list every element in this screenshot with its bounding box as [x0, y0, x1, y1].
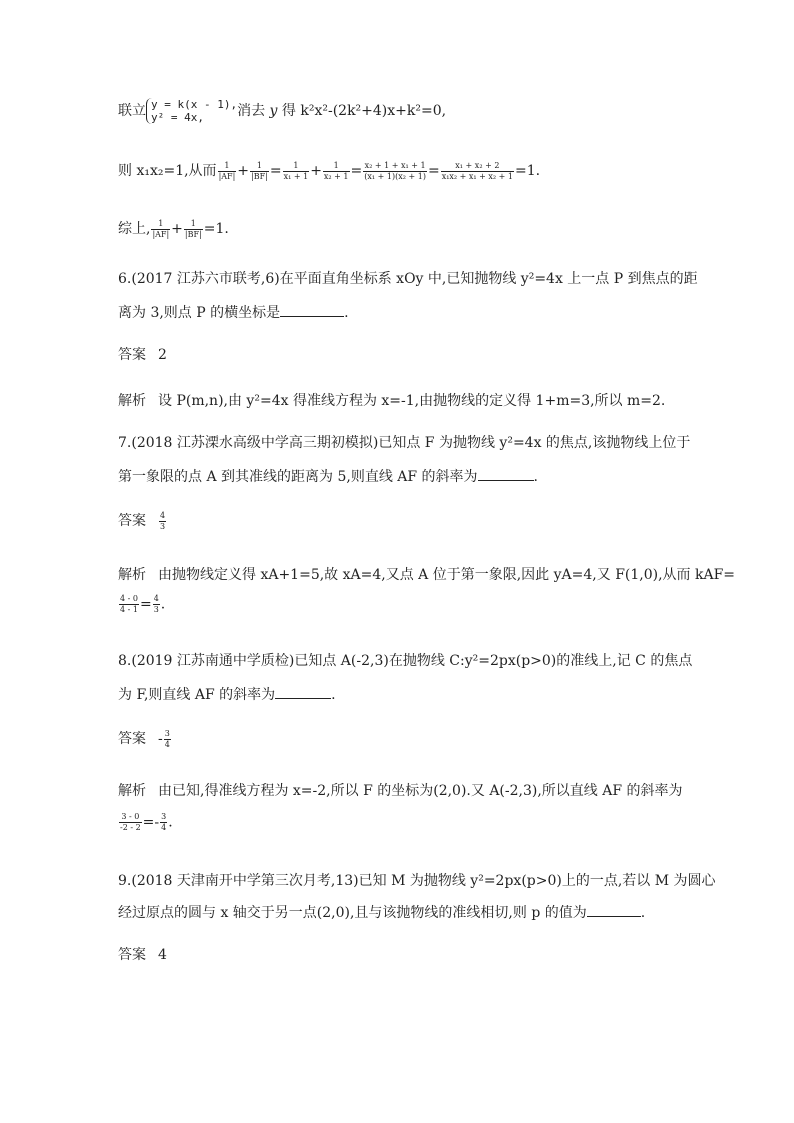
- answer-blank: [280, 304, 344, 317]
- fraction: [363, 161, 427, 182]
- sign: -: [158, 731, 163, 747]
- analysis-label: 解析: [118, 783, 146, 799]
- question-7-text: [118, 432, 690, 452]
- den: |BF|: [184, 229, 202, 239]
- system-row: y = k(x - 1),: [151, 98, 238, 111]
- question-8-analysis-2: [118, 812, 173, 833]
- text: 6.(2017 江苏六市联考,6)在平面直角坐标系 xOy 中,已知抛物线 y²=4x 上一点 P 到焦点的距: [118, 271, 698, 287]
- text: =-: [142, 814, 160, 831]
- text: =: [139, 596, 152, 613]
- question-6-text: [118, 268, 698, 288]
- question-9-answer: [118, 944, 167, 964]
- fraction: [119, 812, 142, 833]
- answer-value: 2: [158, 347, 167, 363]
- answer-label: 答案: [118, 513, 146, 529]
- den: 4: [161, 823, 167, 832]
- text: .: [640, 905, 646, 921]
- fraction: [283, 161, 310, 182]
- text: 得 k²x²-(2k²+4)x+k²=0,: [281, 103, 447, 119]
- den: 4 - 1: [120, 605, 138, 614]
- answer-label: 答案: [118, 947, 146, 963]
- num: 3 - 0: [121, 812, 140, 821]
- num: 1: [333, 160, 339, 170]
- analysis-text: 由已知,得准线方程为 x=-2,所以 F 的坐标为(2,0).又 A(-2,3),所以直线 AF 的斜率为: [158, 783, 683, 799]
- system-row: y² = 4x,: [151, 111, 204, 124]
- den: 3: [153, 605, 159, 614]
- question-6-analysis: [118, 390, 665, 410]
- num: 1: [293, 160, 299, 170]
- question-7-answer: [118, 510, 167, 532]
- answer-blank: [587, 904, 641, 917]
- solution-line-1: [118, 98, 446, 124]
- question-7-analysis-2: [118, 594, 165, 615]
- text: .: [331, 687, 336, 703]
- num: 1: [224, 160, 230, 170]
- text: .: [533, 469, 538, 485]
- text: 则 x₁x₂=1,从而: [118, 163, 217, 179]
- text: 第一象限的点 A 到其准线的距离为 5,则直线 AF 的斜率为: [118, 469, 478, 485]
- text: 联立: [118, 103, 146, 119]
- text: 消去: [237, 103, 266, 119]
- text: 为 F,则直线 AF 的斜率为: [118, 687, 276, 703]
- den: x₂ + 1: [323, 171, 349, 181]
- question-6-text-2: [118, 302, 349, 322]
- fraction: [441, 161, 514, 182]
- answer-fraction: [159, 511, 166, 532]
- answer-label: 答案: [118, 347, 146, 363]
- text: =1.: [203, 221, 229, 237]
- analysis-label: 解析: [118, 393, 146, 409]
- den: x₁ + 1: [283, 171, 309, 181]
- den: x₁x₂ + x₁ + x₂ + 1: [441, 171, 514, 181]
- var: y: [269, 103, 278, 119]
- text: 经过原点的圆与 x 轴交于另一点(2,0),且与该抛物线的准线相切,则 p 的值为: [118, 905, 587, 921]
- fraction: [153, 594, 160, 615]
- num: 4 - 0: [120, 594, 138, 603]
- text: 离为 3,则点 P 的横坐标是: [118, 305, 281, 321]
- text: 7.(2018 江苏溧水高级中学高三期初模拟)已知点 F 为抛物线 y²=4x 的焦点,该抛物线上位于: [118, 435, 691, 451]
- den: |AF|: [152, 229, 170, 239]
- question-9-text-2: [118, 902, 645, 922]
- num: 4: [153, 594, 159, 603]
- text: 9.(2018 天津南开中学第三次月考,13)已知 M 为抛物线 y²=2px(p>0)上的一点,若以 M 为圆心: [118, 873, 716, 889]
- fraction: [151, 219, 170, 240]
- text: 8.(2019 江苏南通中学质检)已知点 A(-2,3)在抛物线 C:y²=2px(p>0)的准线上,记 C 的焦点: [118, 653, 693, 669]
- num: 1: [256, 160, 262, 170]
- num: 4: [160, 510, 166, 520]
- num: 3: [164, 728, 170, 738]
- question-8-text: [118, 650, 692, 670]
- fraction: [160, 812, 167, 833]
- solution-line-3: 综上, $\frac{1}{|AF|}$ + $\frac{1}{|BF|}$ =1.: [118, 218, 229, 239]
- fraction: [250, 161, 269, 182]
- text: .: [344, 305, 349, 321]
- text: .: [168, 814, 173, 831]
- fraction: [323, 161, 350, 182]
- question-8-answer: [118, 728, 172, 750]
- num: 1: [158, 218, 164, 228]
- den: -2 - 2: [120, 823, 141, 832]
- den: 4: [164, 739, 170, 749]
- num: x₁ + x₂ + 2: [455, 160, 500, 170]
- fraction: [119, 594, 139, 615]
- den: |AF|: [218, 171, 236, 181]
- analysis-label: 解析: [118, 567, 146, 583]
- question-9-text: [118, 870, 716, 890]
- analysis-text: 由抛物线定义得 xA+1=5,故 xA=4,又点 A 位于第一象限,因此 yA=4,又 F(1,0),从而 kAF=: [158, 567, 736, 583]
- solution-line-2: 则 x₁x₂=1,从而 $\frac{1}{|AF|}$ + $\frac{1}{|BF|}$ = $\frac{1}{\text{x₁ + 1}}$ + $\frac{1}{\text{x₂ + 1}}$ = $\frac{\text{x₂ + 1 + x₁ + 1}}{\text{(x₁ + 1)(x₂ + 1)}}$ = $\frac{\text{x₁ + x₂ + 2}}{\text{x₁x₂ + x₁ + x₂ + 1}}$ =1.: [118, 160, 541, 181]
- num: 3: [161, 812, 167, 821]
- question-6-answer: [118, 344, 167, 364]
- answer-blank: [478, 468, 534, 481]
- equation-system: [146, 98, 237, 124]
- question-7-analysis: [118, 564, 735, 584]
- answer-value: 4: [158, 947, 167, 963]
- question-8-analysis: [118, 780, 683, 800]
- answer-label: 答案: [118, 731, 146, 747]
- fraction: [218, 161, 237, 182]
- text: =1.: [515, 163, 541, 179]
- num: 1: [190, 218, 196, 228]
- question-7-text-2: [118, 466, 538, 486]
- answer-blank: [275, 686, 331, 699]
- answer-fraction: [164, 729, 171, 750]
- den: (x₁ + 1)(x₂ + 1): [364, 171, 426, 181]
- text: .: [160, 596, 166, 613]
- num: x₂ + 1 + x₁ + 1: [364, 160, 426, 170]
- analysis-text: 设 P(m,n),由 y²=4x 得准线方程为 x=-1,由抛物线的定义得 1+m=3,所以 m=2.: [158, 393, 666, 409]
- den: 3: [160, 521, 166, 531]
- fraction: [184, 219, 203, 240]
- text: 综上,: [118, 221, 151, 237]
- den: |BF|: [251, 171, 268, 181]
- question-8-text-2: [118, 684, 336, 704]
